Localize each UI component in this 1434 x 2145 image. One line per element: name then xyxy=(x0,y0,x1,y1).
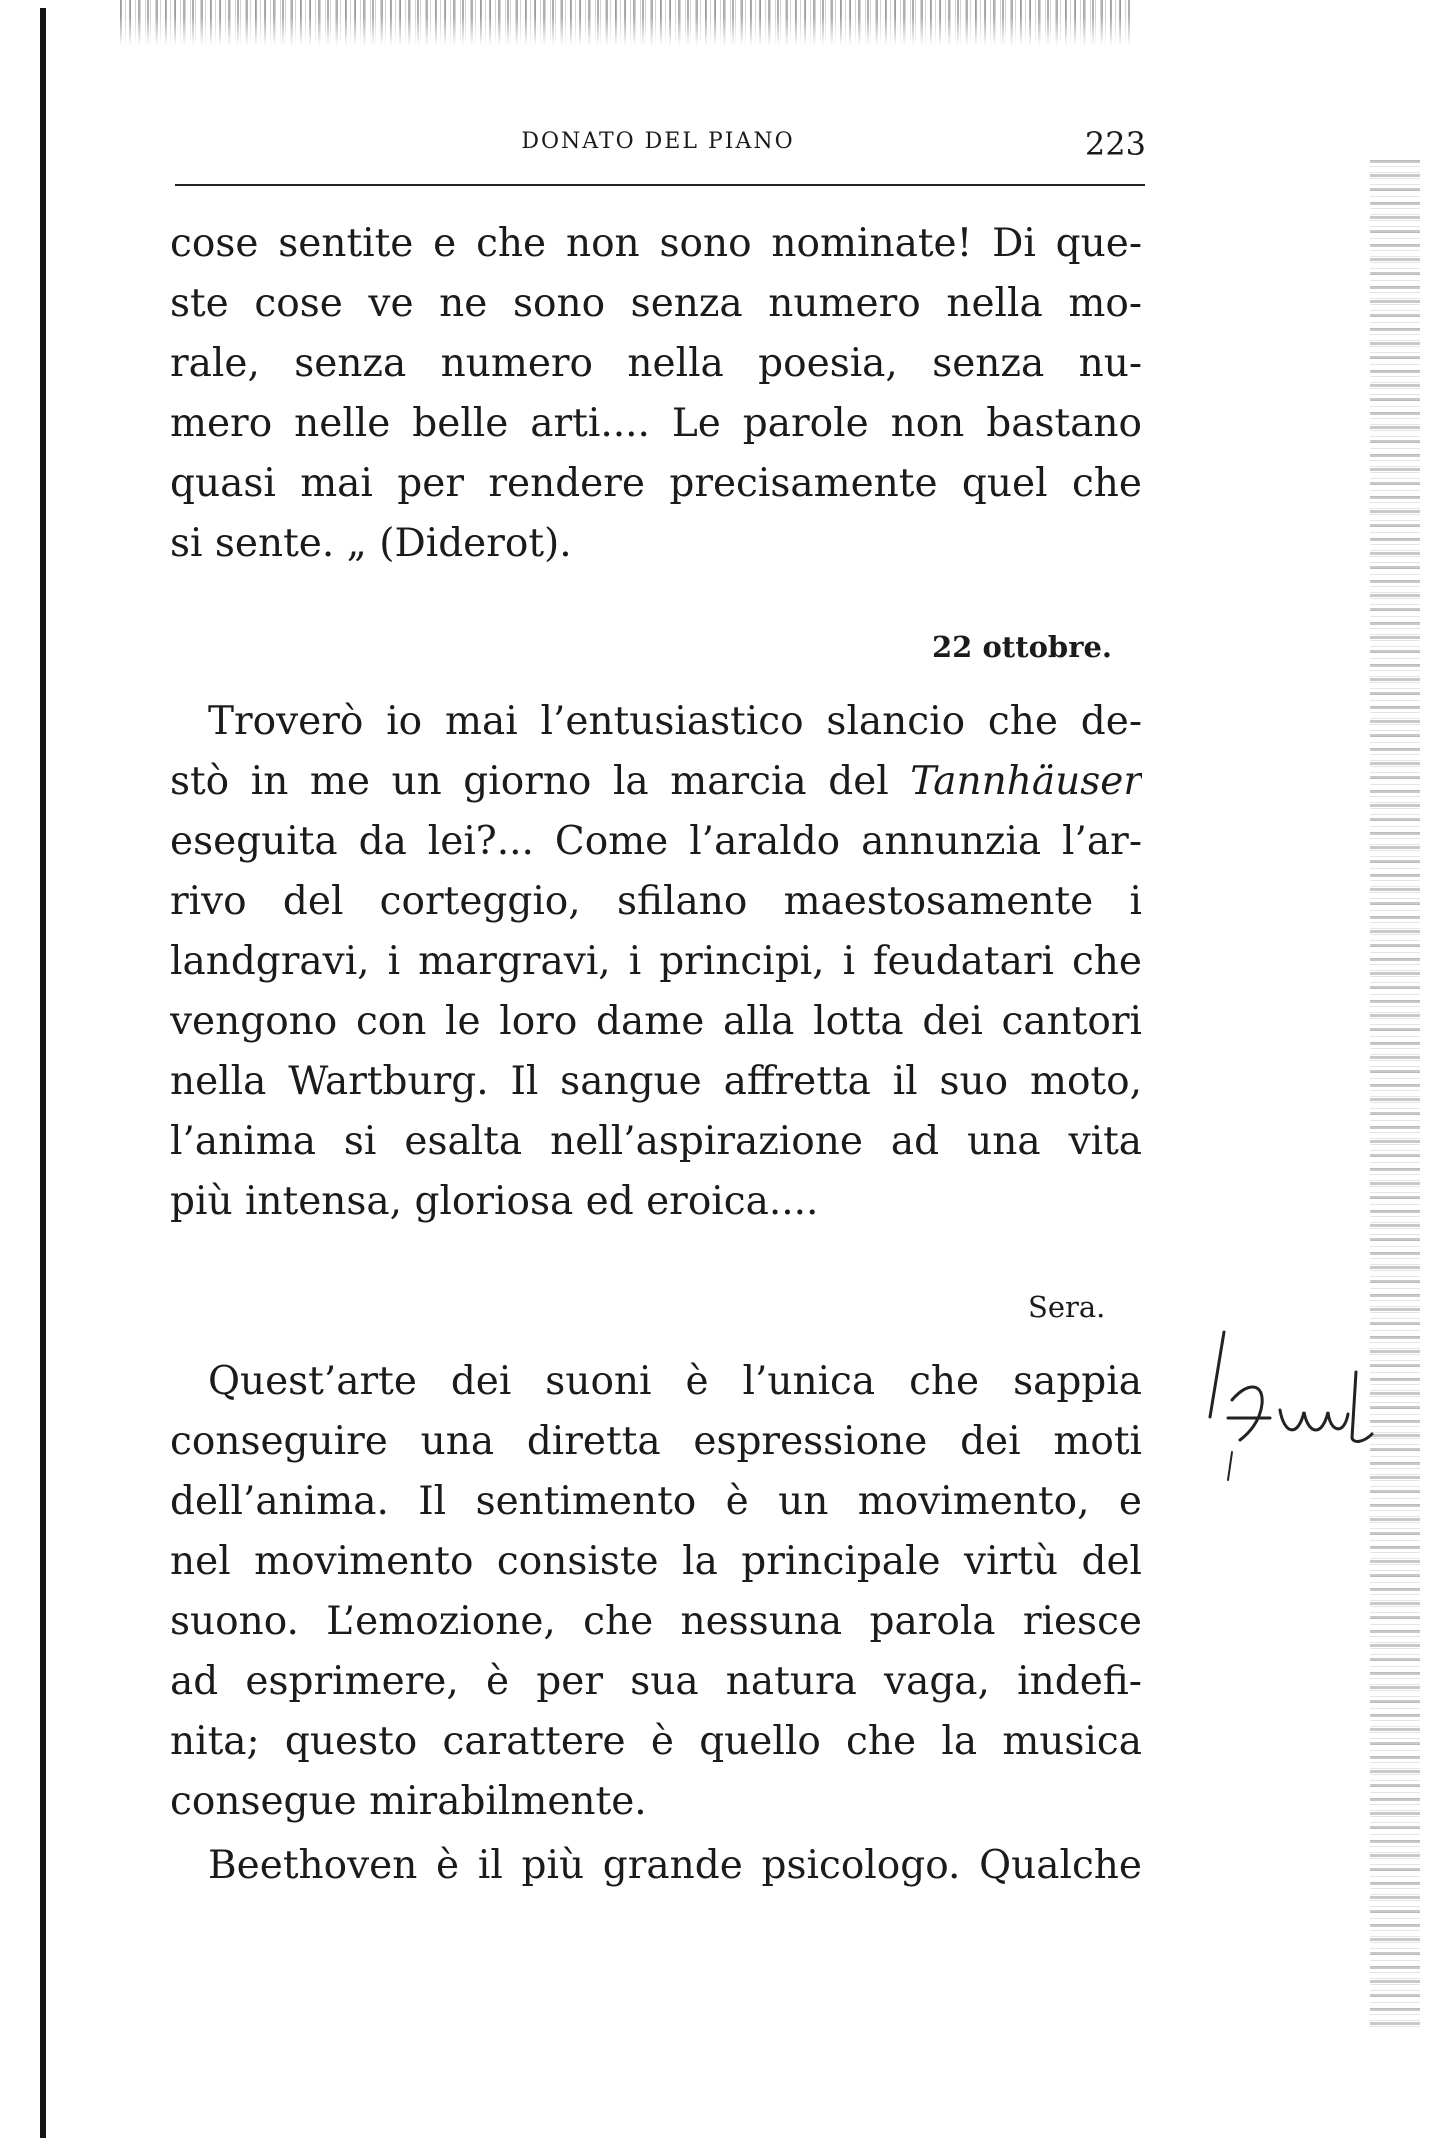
scan-noise-top xyxy=(120,0,1130,46)
text-line: suono. L’emozione, che nessuna parola riesce xyxy=(170,1599,1142,1644)
page-binding-edge xyxy=(40,8,46,2138)
handwriting-mark xyxy=(1192,1322,1402,1512)
page-number: 223 xyxy=(1084,125,1146,163)
text-line: nel movimento consiste la principale virtù del xyxy=(170,1539,1142,1584)
text-line: ste cose ve ne sono senza numero nella mo- xyxy=(170,281,1142,326)
text-line: più intensa, gloriosa ed eroica.... xyxy=(170,1179,819,1224)
text-line: rale, senza numero nella poesia, senza nu- xyxy=(170,341,1142,386)
text-line: Beethoven è il più grande psicologo. Qualche xyxy=(208,1843,1142,1888)
header-rule xyxy=(175,184,1145,186)
text-line: rivo del corteggio, sfilano maestosamente i xyxy=(170,879,1142,924)
text-line: Quest’arte dei suoni è l’unica che sappia xyxy=(208,1359,1142,1404)
entry-paragraph xyxy=(170,1352,1142,1832)
entry-paragraph xyxy=(170,1836,1142,1896)
text-line: eseguita da lei?... Come l’araldo annunzia l’ar- xyxy=(170,819,1142,864)
entry-paragraph xyxy=(170,692,1142,1232)
text-line: nella Wartburg. Il sangue affretta il suo moto, xyxy=(170,1059,1142,1104)
text-fragment: stò in me un giorno la marcia del xyxy=(170,759,911,804)
handwritten-marginalia xyxy=(1192,1322,1402,1512)
page-header xyxy=(168,125,1148,165)
text-line: Troverò io mai l’entusiastico slancio che de- xyxy=(208,699,1142,744)
text-line: quasi mai per rendere precisamente quel che xyxy=(170,461,1142,506)
italic-title: Tannhäuser xyxy=(910,759,1142,804)
opening-paragraph xyxy=(170,214,1142,574)
entry-date: Sera. xyxy=(1028,1290,1106,1324)
text-line: nita; questo carattere è quello che la musica xyxy=(170,1719,1142,1764)
text-line: ad esprimere, è per sua natura vaga, indefi- xyxy=(170,1659,1142,1704)
text-line xyxy=(170,752,1142,812)
scan-noise-right xyxy=(1370,160,1420,2030)
text-line: vengono con le loro dame alla lotta dei cantori xyxy=(170,999,1142,1044)
text-line: si sente. „ (Diderot). xyxy=(170,521,572,566)
text-line: consegue mirabilmente. xyxy=(170,1779,647,1824)
running-head: DONATO DEL PIANO xyxy=(521,129,795,154)
text-line: cose sentite e che non sono nominate! Di que- xyxy=(170,221,1142,266)
text-line: l’anima si esalta nell’aspirazione ad una vita xyxy=(170,1119,1142,1164)
text-line: conseguire una diretta espressione dei moti xyxy=(170,1419,1142,1464)
text-line: landgravi, i margravi, i principi, i feudatari che xyxy=(170,939,1142,984)
text-line: mero nelle belle arti.... Le parole non bastano xyxy=(170,401,1142,446)
entry-date: 22 ottobre. xyxy=(932,630,1113,664)
text-line: dell’anima. Il sentimento è un movimento, e xyxy=(170,1479,1142,1524)
